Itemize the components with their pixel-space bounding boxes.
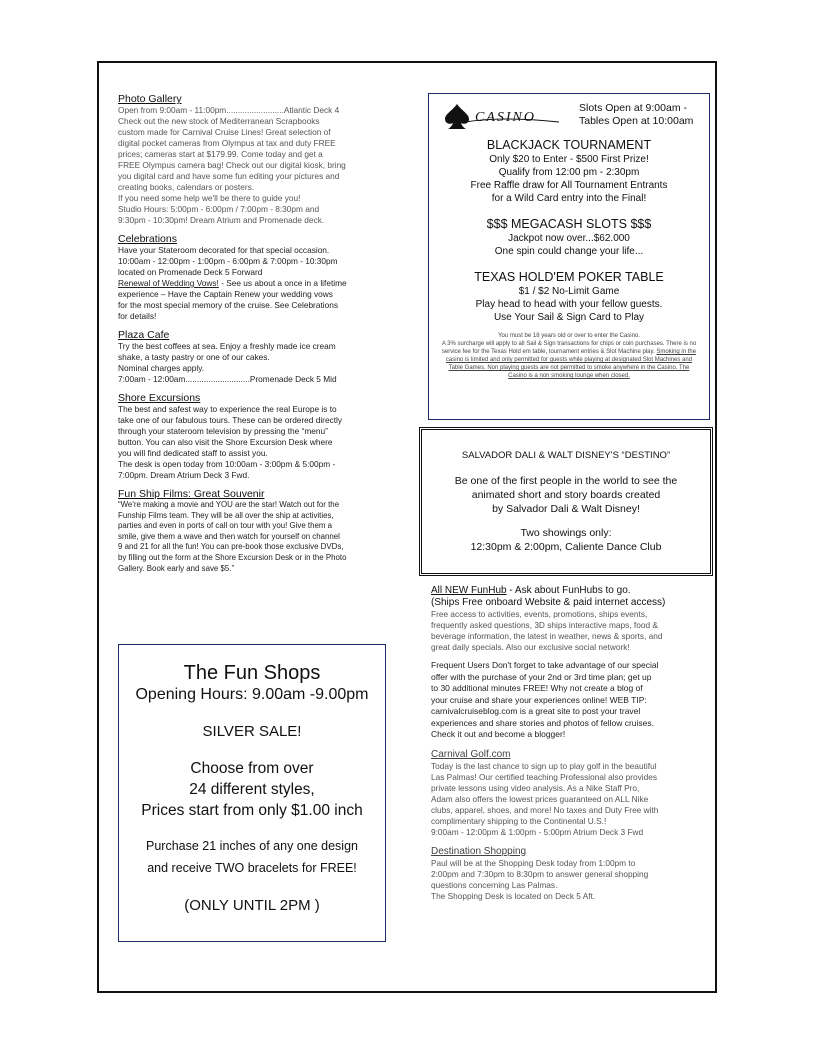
photo-gallery-title: Photo Gallery bbox=[118, 93, 182, 105]
text-line: located on Promenade Deck 5 Forward bbox=[118, 267, 263, 277]
right-column-lower bbox=[431, 585, 711, 902]
text-line: frequently asked questions, 3D ships interactive maps, food & bbox=[431, 620, 658, 630]
text-line: Open from 9:00am - 11:00pm.........................Atlantic Deck 4 bbox=[118, 105, 340, 115]
fun-ship-films-section bbox=[118, 488, 386, 574]
text-line: questions concerning Las Palmas. bbox=[431, 879, 558, 890]
text-line: offer with the purchase of your 2nd or 3rd time plan; get up bbox=[431, 671, 652, 682]
plaza-cafe-section bbox=[118, 329, 386, 385]
fun-shops-box bbox=[118, 644, 386, 942]
funhub-section bbox=[431, 585, 711, 741]
text-line: Two showings only: bbox=[520, 527, 612, 539]
text-line: for a Wild Card entry into the Final! bbox=[491, 193, 647, 204]
text-line: If you need some help we'll be there to guide you! bbox=[118, 193, 301, 203]
destination-shopping-title: Destination Shopping bbox=[431, 845, 527, 857]
text-line: take one of our fabulous tours. These can be ordered directly bbox=[118, 415, 342, 425]
text-line: Only $20 to Enter - $500 First Prize! bbox=[489, 154, 649, 165]
text-line: beverage information, the latest in weather, news & sports, and bbox=[431, 631, 663, 641]
text-span: - Ask about FunHubs to go. bbox=[506, 585, 631, 596]
text-line: The desk is open today from 10:00am - 3:00pm & 5:00pm - bbox=[118, 459, 336, 469]
text-line: custom made for Carnival Cruise Lines! Great selection of bbox=[118, 127, 331, 137]
text-line: Gallery. Book early and save $5.” bbox=[118, 563, 235, 573]
funhub-title bbox=[431, 585, 711, 597]
text-line: for the most special memory of the cruise. See Celebrations bbox=[118, 300, 338, 310]
destino-body bbox=[436, 474, 696, 516]
text-line: 9 and 21 for all the fun! You can pre-book those exclusive DVDs, bbox=[118, 542, 344, 552]
text-line: shake, a tasty pastry or one of our cakes. bbox=[118, 352, 270, 362]
text-line: Studio Hours: 5:00pm - 6:00pm / 7:00pm - 8:30pm and bbox=[118, 204, 320, 214]
text-line: Choose from over bbox=[190, 760, 314, 777]
frequent-users-text bbox=[431, 660, 711, 741]
casino-box bbox=[428, 93, 710, 420]
slots-hours: Slots Open at 9:00am - bbox=[579, 102, 687, 114]
text-line: The best and safest way to experience the real Europe is to bbox=[118, 404, 337, 414]
text-line: experiences and share stories and photos of fellow cruises. bbox=[431, 717, 655, 728]
text-span: - See us about a once in a lifetime bbox=[218, 278, 347, 288]
text-line: Try the best coffees at sea. Enjoy a freshly made ice cream bbox=[118, 341, 336, 351]
text-line: Jackpot now over...$62.000 bbox=[508, 233, 630, 244]
tables-hours: Tables Open at 10:00am bbox=[579, 115, 694, 127]
silver-sale-heading: SILVER SALE! bbox=[202, 723, 302, 740]
text-line: Free access to activities, events, promotions, ships events, bbox=[431, 609, 648, 619]
text-line: digital pocket cameras from Olympus at tax and duty FREE bbox=[118, 138, 336, 148]
surcharge-notice bbox=[439, 340, 699, 380]
text-line: you will find dedicated staff to assist you. bbox=[118, 448, 268, 458]
choose-text bbox=[119, 758, 385, 821]
destination-shopping-body bbox=[431, 858, 711, 902]
celebrations-body bbox=[118, 245, 386, 322]
text-line: 12:30pm & 2:00pm, Caliente Dance Club bbox=[470, 541, 662, 553]
casino-logo bbox=[443, 102, 563, 135]
text-line: Today is the last chance to sign up to play golf in the beautiful bbox=[431, 760, 657, 771]
golf-body bbox=[431, 761, 711, 838]
funhub-link: All NEW FunHub bbox=[431, 585, 507, 596]
blackjack-title: BLACKJACK TOURNAMENT bbox=[486, 138, 652, 152]
text-line: to 30 additional minutes FREE! Why not create a blog of bbox=[431, 683, 643, 693]
text-line: Have your Stateroom decorated for that special occasion. bbox=[118, 245, 330, 255]
poker-title: TEXAS HOLD'EM POKER TABLE bbox=[474, 270, 664, 284]
text-line bbox=[118, 278, 386, 289]
text-line: Check out the new stock of Mediterranean Scrapbooks bbox=[118, 116, 320, 126]
left-column bbox=[118, 93, 386, 581]
text-line: One spin could change your life... bbox=[494, 246, 644, 257]
text-line: 9:00am - 12:00pm & 1:00pm - 5:00pm Atrium Deck 3 Fwd bbox=[431, 826, 644, 837]
text-line: you digital card and have some fun editing your pictures and bbox=[118, 171, 340, 181]
smoking-notice: Smoking in the casino is limited and only permitted for guests while playing at designated Slot Machines and Table Games. Non playing guests are not permitted to smoke anywhere in the Casino. The Casino is a non smoking lounge when closed. bbox=[445, 349, 697, 379]
text-line: creating books, calendars or posters. bbox=[118, 182, 255, 192]
plaza-cafe-title: Plaza Cafe bbox=[118, 329, 170, 341]
golf-title: Carnival Golf.com bbox=[431, 748, 511, 760]
plaza-cafe-body bbox=[118, 341, 386, 385]
casino-hours bbox=[579, 102, 693, 128]
text-line: and receive TWO bracelets for FREE! bbox=[147, 861, 357, 875]
funhub-subtitle: (Ships Free onboard Website & paid internet access) bbox=[431, 597, 666, 608]
text-line: Play head to head with your fellow guests. bbox=[475, 299, 663, 310]
destino-box bbox=[419, 427, 713, 576]
text-line: Funship Films team. They will be all over the ship at activities, bbox=[118, 510, 334, 520]
text-line: through your stateroom television by pressing the “menu” bbox=[118, 426, 328, 436]
golf-section bbox=[431, 749, 711, 838]
fun-shops-title: The Fun Shops bbox=[183, 662, 321, 684]
shore-excursions-section bbox=[118, 392, 386, 481]
text-line: 10:00am - 12:00pm - 1:00pm - 6:00pm & 7:00pm - 10:30pm bbox=[118, 256, 338, 266]
text-line: 7:00pm. Dream Atrium Deck 3 Fwd. bbox=[118, 470, 250, 480]
text-line: $1 / $2 No-Limit Game bbox=[518, 286, 620, 297]
text-line: The Shopping Desk is located on Deck 5 Aft. bbox=[431, 890, 596, 901]
fun-ship-films-body bbox=[118, 500, 386, 574]
funhub-body bbox=[431, 609, 711, 653]
text-line: Nominal charges apply. bbox=[118, 363, 205, 373]
text-line: parties and even in ports of call on tour with you! Give them a bbox=[118, 521, 333, 531]
age-notice: You must be 18 years old or over to enter the Casino. bbox=[498, 333, 640, 339]
casino-logo-text: CASINO bbox=[475, 110, 536, 125]
text-line: your cruise and share your experiences online! WEB TIP: bbox=[431, 694, 647, 705]
text-line: by Salvador Dali & Walt Disney! bbox=[492, 503, 640, 515]
text-line: Purchase 21 inches of any one design bbox=[146, 839, 358, 853]
text-line: Free Raffle draw for All Tournament Entrants bbox=[470, 180, 668, 191]
text-line: Prices start from only $1.00 inch bbox=[141, 802, 363, 819]
purchase-offer bbox=[119, 835, 385, 879]
text-line: experience – Have the Captain Renew your wedding vows bbox=[118, 289, 333, 299]
text-line: Paul will be at the Shopping Desk today from 1:00pm to bbox=[431, 857, 636, 868]
text-line: Use Your Sail & Sign Card to Play bbox=[493, 312, 645, 323]
celebrations-title: Celebrations bbox=[118, 233, 177, 245]
text-span: A 3% surcharge will apply to all Sail & Sign transactions for chips or coin purchases. There is no service fee for the Texas Hold em table, tournament entries & Slot Machine play. bbox=[441, 341, 697, 355]
fun-ship-films-title: Fun Ship Films: Great Souvenir bbox=[118, 488, 265, 500]
celebrations-section bbox=[118, 233, 386, 322]
text-line: Check it out and become a blogger! bbox=[431, 729, 566, 739]
text-line: for details! bbox=[118, 311, 157, 321]
renewal-vows-link: Renewal of Wedding Vows! bbox=[118, 278, 219, 288]
photo-gallery-section bbox=[118, 93, 386, 226]
text-line: prices; cameras start at $179.99. Come today and get a bbox=[118, 149, 323, 159]
text-line: 7:00am - 12:00am............................Promenade Deck 5 Mid bbox=[118, 374, 337, 384]
shore-excursions-body bbox=[118, 404, 386, 481]
text-line: FREE Olympus camera bag! Check out our digital kiosk, bring bbox=[118, 160, 346, 170]
megacash-title: $$$ MEGACASH SLOTS $$$ bbox=[486, 217, 652, 231]
text-line: smile, give them a wave and then watch for yourself on channel bbox=[118, 531, 340, 541]
text-line: 9:30pm - 10:30pm! Dream Atrium and Promenade deck. bbox=[118, 215, 325, 225]
text-line: clubs, apparel, shoes, and more! No taxes and Duty Free with bbox=[431, 804, 659, 815]
casino-header bbox=[429, 94, 709, 132]
destination-shopping-section bbox=[431, 846, 711, 902]
text-line: private lessons using video analysis. As a Nike Staff Pro, bbox=[431, 782, 640, 793]
destino-showings bbox=[436, 526, 696, 554]
text-line: Frequent Users Don't forget to take advantage of our special bbox=[431, 660, 659, 670]
destino-title: SALVADOR DALI & WALT DISNEY'S “DESTINO” bbox=[461, 450, 671, 461]
text-line: Las Palmas! Our certified teaching Professional also provides bbox=[431, 771, 657, 782]
until-note: (ONLY UNTIL 2PM ) bbox=[184, 897, 320, 914]
text-line: Adam also offers the lowest prices guaranteed on ALL Nike bbox=[431, 793, 649, 804]
text-line: Be one of the first people in the world to see the bbox=[454, 475, 678, 487]
text-line: carnivalcruiseblog.com is a great site to post your travel bbox=[431, 706, 641, 716]
shore-excursions-title: Shore Excursions bbox=[118, 392, 201, 404]
text-line: animated short and story boards created bbox=[471, 489, 661, 501]
text-line: Qualify from 12:00 pm - 2:30pm bbox=[498, 167, 640, 178]
text-line: button. You can also visit the Shore Excursion Desk where bbox=[118, 437, 333, 447]
fun-shops-hours: Opening Hours: 9.00am -9.00pm bbox=[135, 686, 369, 703]
casino-fine-print bbox=[429, 332, 709, 380]
text-line: by filling out the form at the Shore Excursion Desk or in the Photo bbox=[118, 552, 347, 562]
text-line: 2:00pm and 7:30pm to 8:30pm to answer general shopping bbox=[431, 868, 649, 879]
spade-icon bbox=[443, 102, 563, 130]
text-line: great daily specials. Also our exclusive social network! bbox=[431, 642, 630, 652]
text-line: 24 different styles, bbox=[189, 781, 315, 798]
text-line: “We're making a movie and YOU are the star! Watch out for the bbox=[118, 500, 340, 509]
photo-gallery-body bbox=[118, 105, 386, 226]
text-line: complimentary shipping to the Continental U.S.! bbox=[431, 815, 607, 826]
